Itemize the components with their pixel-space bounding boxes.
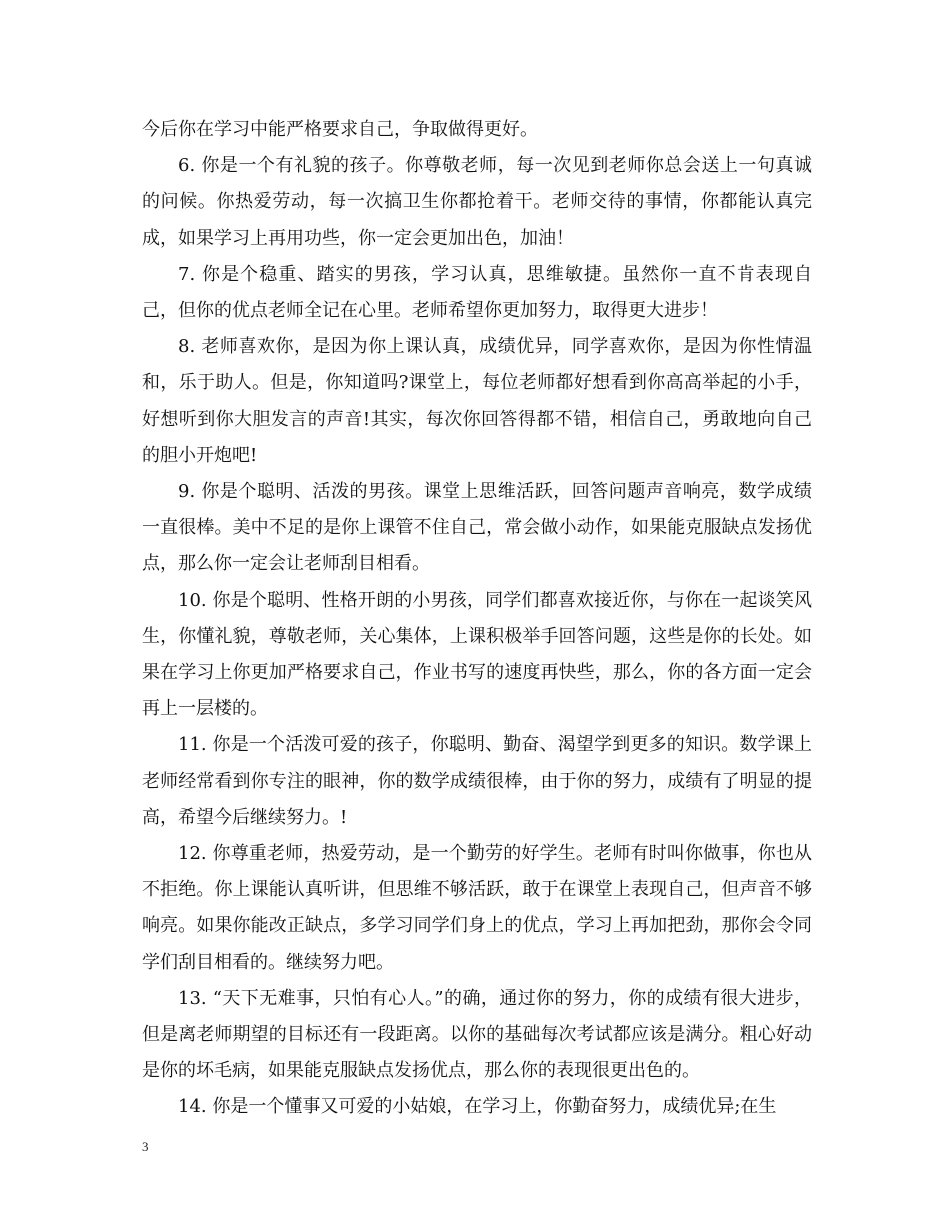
paragraph: 13. “天下无难事，只怕有心人。”的确，通过你的努力，你的成绩有很大进步，但是离老师期望的目标还有一段距离。以你的基础每次考试都应该是满分。粗心好动是你的坏毛病，如果能克服缺点发扬优点，那么你的表现很更出色的。 xyxy=(142,987,812,1082)
paragraph: 今后你在学习中能严格要求自己，争取做得更好。 xyxy=(142,119,538,140)
paragraph: 7. 你是个稳重、踏实的男孩，学习认真，思维敏捷。虽然你一直不肯表现自己，但你的优点老师全记在心里。老师希望你更加努力，取得更大进步！ xyxy=(142,263,812,322)
paragraph: 8. 老师喜欢你，是因为你上课认真，成绩优异，同学喜欢你，是因为你性情温和，乐于助人。但是，你知道吗?课堂上，每位老师都好想看到你高高举起的小手，好想听到你大胆发言的声音!其实，每次你回答得都不错，相信自己，勇敢地向自己的胆小开炮吧! xyxy=(142,336,812,466)
paragraph: 6. 你是一个有礼貌的孩子。你尊敬老师，每一次见到老师你总会送上一句真诚的问候。你热爱劳动，每一次搞卫生你都抢着干。老师交待的事情，你都能认真完成，如果学习上再用功些，你一定会更加出色，加油！ xyxy=(142,155,812,249)
paragraph: 14. 你是一个懂事又可爱的小姑娘，在学习上，你勤奋努力，成绩优异;在生 xyxy=(178,1096,777,1118)
paragraph: 9. 你是个聪明、活泼的男孩。课堂上思维活跃，回答问题声音响亮，数学成绩一直很棒。美中不足的是你上课管不住自己，常会做小动作，如果能克服缺点发扬优点，那么你一定会让老师刮目相看。 xyxy=(142,481,812,575)
paragraph: 11. 你是一个活泼可爱的孩子，你聪明、勤奋、渴望学到更多的知识。数学课上老师经常看到你专注的眼神，你的数学成绩很棒，由于你的努力，成绩有了明显的提高，希望今后继续努力。! xyxy=(142,734,812,828)
paragraph: 10. 你是个聪明、性格开朗的小男孩，同学们都喜欢接近你，与你在一起谈笑风生，你懂礼貌，尊敬老师，关心集体，上课积极举手回答问题，这些是你的长处。如果在学习上你更加严格要求自己，作业书写的速度再快些，那么，你的各方面一定会再上一层楼的。 xyxy=(142,589,812,720)
document-body xyxy=(142,112,812,1126)
page-number: 3 xyxy=(142,1139,149,1154)
paragraph: 12. 你尊重老师，热爱劳动，是一个勤劳的好学生。老师有时叫你做事，你也从不拒绝。你上课能认真听讲，但思维不够活跃，敢于在课堂上表现自己，但声音不够响亮。如果你能改正缺点，多学习同学们身上的优点，学习上再加把劲，那你会令同学们刮目相看的。继续努力吧。 xyxy=(142,843,812,973)
